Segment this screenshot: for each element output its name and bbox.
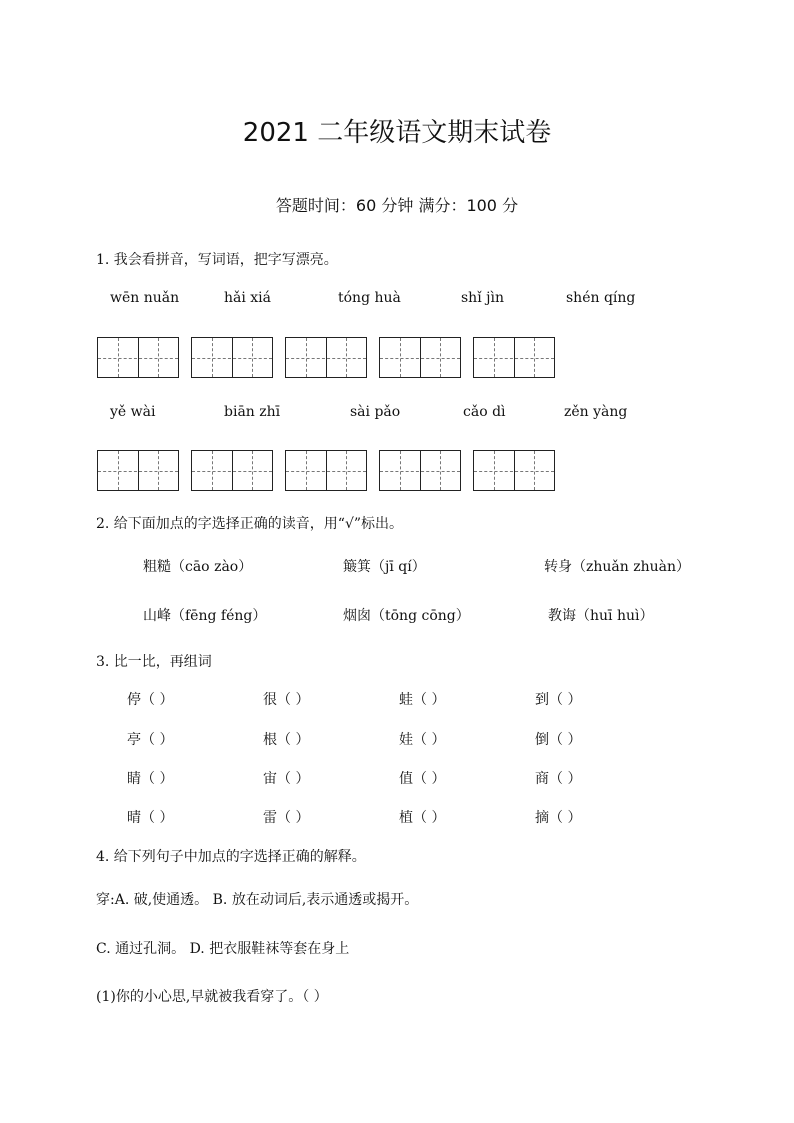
q4-definition-line: C. 通过孔洞。 D. 把衣服鞋袜等套在身上 (96, 941, 350, 957)
q1-pinyin-8: sài pǎo (350, 404, 401, 420)
q4-sentence-1[interactable]: (1)你的小心思,早就被我看穿了。（ ） (96, 989, 328, 1005)
q3-blank[interactable]: 很（ ） (263, 692, 310, 708)
q3-blank[interactable]: 倒（ ） (535, 732, 582, 748)
writing-grid[interactable] (285, 337, 367, 378)
q3-blank[interactable]: 停（ ） (127, 692, 174, 708)
writing-grid[interactable] (285, 450, 367, 491)
writing-grid[interactable] (379, 337, 461, 378)
exam-subtitle: 答题时间：60 分钟 满分：100 分 (275, 196, 519, 215)
q3-blank[interactable]: 晴（ ） (127, 810, 174, 826)
q1-pinyin-5: shén qíng (566, 290, 636, 306)
q1-pinyin-4: shǐ jìn (461, 290, 504, 306)
writing-grid[interactable] (191, 337, 273, 378)
q3-blank[interactable]: 宙（ ） (263, 771, 310, 787)
q4-definition-line: 穿:A. 破,使通透。 B. 放在动词后,表示通透或揭开。 (96, 892, 419, 908)
writing-grid[interactable] (379, 450, 461, 491)
q3-blank[interactable]: 摘（ ） (535, 810, 582, 826)
q3-blank[interactable]: 值（ ） (399, 771, 446, 787)
q1-pinyin-2: hǎi xiá (224, 290, 272, 306)
q1-label: 1. 我会看拼音，写词语，把字写漂亮。 (96, 252, 338, 268)
writing-grid[interactable] (97, 450, 179, 491)
q2-item[interactable]: 粗糙（cāo zào） (143, 559, 253, 575)
q2-item[interactable]: 山峰（fēng féng） (143, 608, 267, 624)
q1-pinyin-10: zěn yàng (564, 404, 628, 420)
q3-label: 3. 比一比，再组词 (96, 654, 212, 670)
writing-grid[interactable] (473, 450, 555, 491)
q3-blank[interactable]: 亭（ ） (127, 732, 174, 748)
q3-blank[interactable]: 睛（ ） (127, 771, 174, 787)
q2-label: 2. 给下面加点的字选择正确的读音，用“√”标出。 (96, 516, 404, 532)
q3-blank[interactable]: 蛙（ ） (399, 692, 446, 708)
q3-blank[interactable]: 到（ ） (535, 692, 582, 708)
q2-item[interactable]: 簸箕（jī qí） (343, 559, 426, 575)
q1-pinyin-7: biān zhī (224, 404, 281, 420)
q2-item[interactable]: 烟囱（tōng cōng） (343, 608, 470, 624)
q3-blank[interactable]: 根（ ） (263, 732, 310, 748)
writing-grid[interactable] (473, 337, 555, 378)
q4-label: 4. 给下列句子中加点的字选择正确的解释。 (96, 849, 366, 865)
q2-item[interactable]: 转身（zhuǎn zhuàn） (544, 559, 690, 575)
q1-pinyin-9: cǎo dì (463, 404, 506, 420)
q3-blank[interactable]: 商（ ） (535, 771, 582, 787)
q3-blank[interactable]: 植（ ） (399, 810, 446, 826)
q3-blank[interactable]: 雷（ ） (263, 810, 310, 826)
q3-blank[interactable]: 娃（ ） (399, 732, 446, 748)
q1-pinyin-3: tóng huà (338, 290, 401, 306)
writing-grid[interactable] (97, 337, 179, 378)
exam-title: 2021 二年级语文期末试卷 (242, 118, 552, 148)
q1-pinyin-6: yě wài (110, 404, 156, 420)
q1-pinyin-1: wēn nuǎn (110, 290, 180, 306)
writing-grid[interactable] (191, 450, 273, 491)
q2-item[interactable]: 教诲（huī huì） (548, 608, 654, 624)
